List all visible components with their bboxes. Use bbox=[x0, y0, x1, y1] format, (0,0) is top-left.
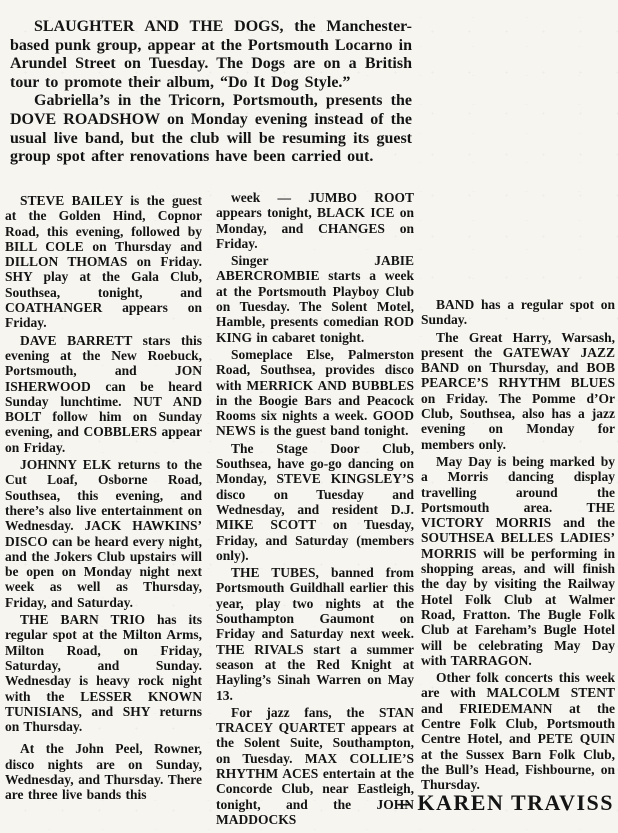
article-paragraph: BAND has a regular spot on Sunday. bbox=[421, 297, 615, 328]
article-paragraph: The Great Harry, Warsash, present the GATEWAY JAZZ BAND on Thursday, and BOB PEARCE’S RHYTHM BLUES on Friday. The Pomme d’Or Club, Southsea, also has a jazz evening on Monday for members only. bbox=[421, 329, 615, 452]
article-paragraph: DAVE BARRETT stars this evening at the New Roebuck, Portsmouth, and JON ISHERWOOD can be heard Sunday lunchtime. NUT AND BOLT follow him on Sunday evening, and COBBLERS appear on Friday. bbox=[5, 332, 202, 455]
article-paragraph: The Stage Door Club, Southsea, have go-go dancing on Monday, STEVE KINGSLEY’S disco on Tuesday and Wednesday, and resident D.J. MIKE SCOTT on Tuesday, Friday, and Saturday (members only). bbox=[216, 440, 414, 563]
article-paragraph: May Day is being marked by a Morris dancing display travelling around the Portsmouth area. THE VICTORY MORRIS and the SOUTHSEA BELLES LADIES’ MORRIS will be performing in shopping areas, and will finish the day by visiting the Railway Hotel Folk Club at Walmer Road, Fratton. The Bugle Folk Club at Fareham’s Bugle Hotel will be celebrating May Day with TARRAGON. bbox=[421, 453, 615, 668]
byline: – KAREN TRAVISS bbox=[397, 790, 614, 815]
column-middle bbox=[216, 190, 414, 829]
article-paragraph: Singer JABIE ABERCROMBIE starts a week at the Portsmouth Playboy Club on Tuesday. The Solent Motel, Hamble, presents comedian ROD KING in cabaret tonight. bbox=[216, 253, 414, 345]
article-paragraph: Someplace Else, Palmerston Road, Southsea, provides disco with MERRICK AND BUBBLES in the Boogie Bars and Peacock Rooms six nights a week. GOOD NEWS is the guest band tonight. bbox=[216, 346, 414, 439]
article-paragraph: JOHNNY ELK returns to the Cut Loaf, Osborne Road, Southsea, this evening, and there’s also live entertainment on Wednesday. JACK HAWKINS’ DISCO can be heard every night, and the Jokers Club upstairs will be open on Monday night next week as well as Thursday, Friday, and Saturday. bbox=[5, 457, 202, 610]
lede-paragraph: Gabriella’s in the Tricorn, Portsmouth, presents the DOVE ROADSHOW on Monday evening instead of the usual live band, but the club will be resuming its guest group spot after renovations have been carried out. bbox=[10, 92, 412, 166]
article-paragraph: Other folk concerts this week are with MALCOLM STENT and FRIEDEMANN at the Centre Folk Club, Portsmouth Centre Hotel, and PETE QUIN at the Sussex Barn Folk Club, the Bull’s Head, Fishbourne, on Thursday. bbox=[421, 670, 615, 793]
lede-paragraph: SLAUGHTER AND THE DOGS, the Manchester-based punk group, appear at the Portsmouth Locarno in Arundel Street on Tuesday. The Dogs are on a British tour to promote their album, “Do It Dog Style.” bbox=[10, 18, 412, 91]
column-right bbox=[421, 297, 615, 795]
article-paragraph: For jazz fans, the STAN TRACEY QUARTET appears at the Solent Suite, Southampton, on Tuesday. MAX COLLIE’S RHYTHM ACES entertain at the Concorde Club, near Eastleigh, tonight, and the JOHN MADDOCKS bbox=[216, 704, 414, 827]
article-paragraph: At the John Peel, Rowner, disco nights are on Sunday, Wednesday, and Thursday. There are three live bands this bbox=[5, 741, 202, 803]
article-paragraph: THE BARN TRIO has its regular spot at the Milton Arms, Milton Road, on Friday, Saturday, and Sunday. Wednesday is heavy rock night with the LESSER KNOWN TUNISIANS, and SHY returns on Thursday. bbox=[5, 612, 202, 735]
lede-section bbox=[10, 18, 412, 167]
column-left bbox=[5, 193, 202, 805]
article-paragraph: THE TUBES, banned from Portsmouth Guildhall earlier this year, play two nights at the Southampton Gaumont on Friday and Saturday next week. THE RIVALS start a summer season at the Red Knight at Hayling’s Sinah Warren on May 13. bbox=[216, 565, 414, 703]
article-paragraph: STEVE BAILEY is the guest at the Golden Hind, Copnor Road, this evening, followed by BILL COLE on Thursday and DILLON THOMAS on Friday. SHY play at the Gala Club, Southsea, tonight, and COATHANGER appears on Friday. bbox=[5, 193, 202, 331]
article-paragraph: week — JUMBO ROOT appears tonight, BLACK ICE on Monday, and CHANGES on Friday. bbox=[216, 190, 414, 251]
